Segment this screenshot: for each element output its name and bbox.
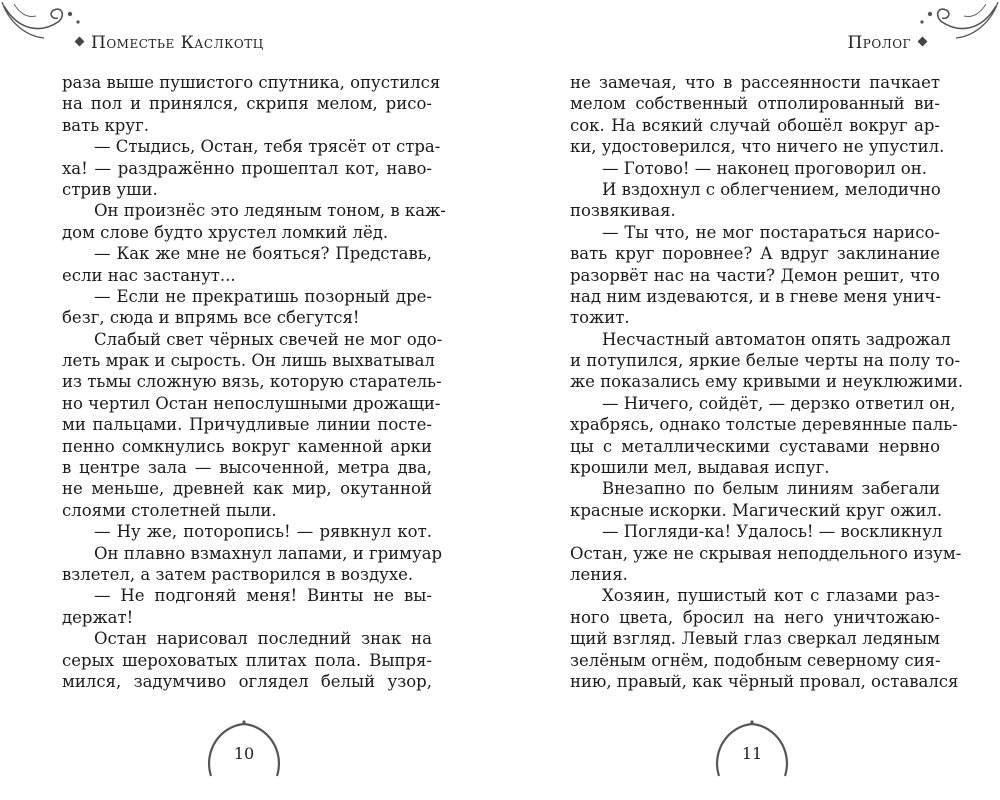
text-line: безг, сюда и впрямь все сбегутся! <box>62 308 360 328</box>
running-head <box>68 33 264 53</box>
text-line: — Не подгоняй меня! Винты не вы- <box>94 586 432 606</box>
running-head-text: Пролог <box>847 33 911 53</box>
text-line: если нас застанут... <box>62 265 236 285</box>
text-line: держат! <box>62 607 134 627</box>
text-line: стрив уши. <box>62 179 158 199</box>
text-line: тожит. <box>570 308 630 328</box>
text-line: на пол и принялся, скрипя мелом, рисо- <box>62 94 432 114</box>
right-page <box>500 0 1000 800</box>
text-line: ки, удостоверился, что ничего не упустил. <box>570 137 945 157</box>
text-line: в центре зала — высоченной, метра два, <box>62 458 432 478</box>
text-line: не замечая, что в рассеянности пачкает <box>570 73 940 92</box>
text-line: дом слове будто хрустел ломкий лёд. <box>62 222 389 242</box>
page-text <box>62 72 446 692</box>
text-line: Он плавно взмахнул лапами, и гримуар <box>94 543 443 563</box>
text-line: — Как же мне не бояться? Представь, <box>94 244 432 264</box>
text-line: леть мрак и сырость. Он лишь выхватывал <box>62 351 435 371</box>
text-line: Слабый свет чёрных свечей не мог одо- <box>94 329 443 349</box>
text-line: вать круг поровнее? А вдруг заклинание <box>570 244 940 264</box>
text-line: ми пальцами. Причудливые линии посте- <box>62 415 432 435</box>
text-line: над ним издеваются, и в гневе меня унич- <box>570 286 941 306</box>
text-line: Остан нарисовал последний знак на <box>94 629 432 649</box>
text-line: Он произнёс это ледяным тоном, в каж- <box>94 201 446 221</box>
text-line: взлетел, а затем растворился в воздухе. <box>62 564 414 584</box>
text-line: щий взгляд. Левый глаз сверкал ледяным <box>570 629 940 649</box>
text-line: зелёным огнём, подобным северному сия- <box>570 650 941 670</box>
text-line: — Ничего, сойдёт, — дерзко ответил он, <box>602 393 956 413</box>
text-line: — Если не прекратишь позорный дре- <box>94 286 432 306</box>
text-line: не меньше, древней как мир, окутанной <box>62 479 432 499</box>
text-line: мелом собственный отполированный ви- <box>570 94 940 114</box>
text-line: разорвёт нас на части? Демон решит, что <box>570 265 940 285</box>
page-number: 10 <box>233 744 255 763</box>
text-line: Внезапно по белым линиям забегали <box>602 479 940 499</box>
page-text <box>570 72 964 692</box>
text-line: мился, задумчиво оглядел белый узор, <box>62 671 432 691</box>
text-line: — Готово! — наконец проговорил он. <box>602 158 927 178</box>
text-line: позвякивая. <box>570 201 676 221</box>
text-line: но чертил Остан непослушными дрожащи- <box>62 393 441 413</box>
text-line: Несчастный автоматон опять задрожал <box>602 329 951 349</box>
text-line: и потупился, яркие белые черты на полу то- <box>570 351 961 371</box>
text-line: из тьмы сложную вязь, которую старатель- <box>62 372 442 392</box>
text-line: ления. <box>570 564 628 584</box>
text-line: красные искорки. Магический круг ожил. <box>570 500 943 520</box>
text-line: серых шероховатых плитах пола. Выпря- <box>62 650 432 670</box>
text-line: вать круг. <box>62 115 149 135</box>
text-line: Остан, уже не скрывая неподдельного изум- <box>570 543 962 563</box>
text-line: нию, правый, как чёрный провал, оставался <box>570 671 959 691</box>
running-head <box>847 33 934 53</box>
text-line: — Стыдись, Остан, тебя трясёт от стра- <box>94 137 441 157</box>
text-line: же показались ему кривыми и неуклюжими. <box>570 372 964 392</box>
text-line: слоями столетней пыли. <box>62 500 277 520</box>
text-line: ха! — раздражённо прошептал кот, наво- <box>62 158 432 178</box>
text-line: храбрясь, однако толстые деревянные паль- <box>570 415 958 435</box>
text-line: И вздохнул с облегчением, мелодично <box>602 179 941 199</box>
text-line: пенно сомкнулись вокруг каменной арки <box>62 436 432 456</box>
text-line: — Погляди-ка! Удалось! — воскликнул <box>602 522 943 542</box>
text-line: сок. На всякий случай обошёл вокруг ар- <box>570 115 940 135</box>
page-number-ornament <box>707 716 797 786</box>
text-line: — Ну же, поторопись! — рявкнул кот. <box>94 522 432 542</box>
text-line: — Ты что, не мог постараться нарисо- <box>602 222 940 242</box>
page-number: 11 <box>741 744 763 763</box>
text-line: крошили мел, выдавая испуг. <box>570 458 830 478</box>
page-number-ornament <box>199 716 289 786</box>
text-line: ного цвета, бросил на него уничтожаю- <box>570 607 940 627</box>
text-line: цы с металлическими суставами нервно <box>570 436 940 456</box>
text-line: Хозяин, пушистый кот с глазами раз- <box>602 586 940 606</box>
diamond-icon <box>75 37 85 47</box>
diamond-icon <box>918 37 928 47</box>
running-head-text: Поместье Каслкотц <box>91 33 264 53</box>
text-line: раза выше пушистого спутника, опустился <box>62 73 441 92</box>
